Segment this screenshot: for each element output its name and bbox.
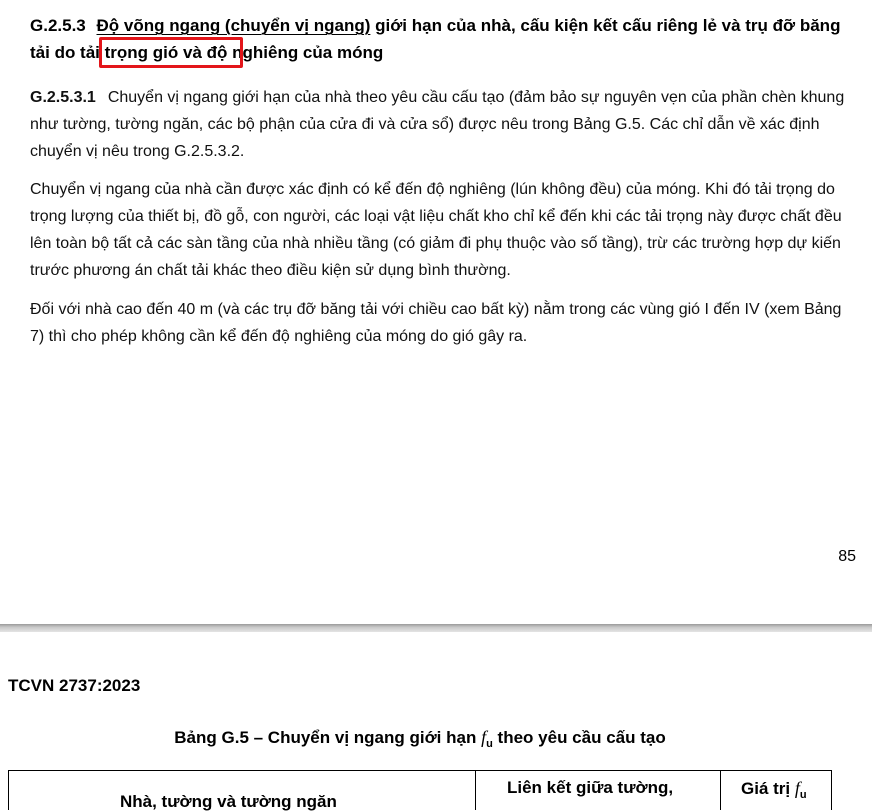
heading-text: giới hạn của nhà, cấu kiện kết cấu riêng lẻ và trụ đỡ băng tải bbox=[30, 16, 841, 62]
section-number: G.2.5.3 bbox=[30, 16, 86, 35]
table-title-subscript: u bbox=[486, 738, 493, 750]
table-header-value bbox=[741, 778, 807, 801]
paragraph-2: Chuyển vị ngang của nhà cần được xác định có kể đến độ nghiêng (lún không đều) của móng. Khi đó tải trọng do trọng lượng của thiết bị, đồ gỗ, con người, các loại vật liệu chất kho chỉ kể đến khi các tải trọng này được chất đều lên toàn bộ tất cả các sàn tầng của nhà nhiều tầng (có giảm đi phụ thuộc vào số tầng), trừ các trường hợp dự kiến trước phương án chất tải khác theo điều kiện sử dụng bình thường. bbox=[30, 181, 842, 279]
table-header-value-symbol: f bbox=[794, 778, 800, 798]
paragraph-1 bbox=[30, 84, 860, 165]
table-header-value-label: Giá trị bbox=[741, 779, 795, 798]
table-header-buildings: Nhà, tường và tường ngăn bbox=[120, 792, 337, 811]
standard-header: TCVN 2737:2023 bbox=[8, 676, 141, 695]
table-top-border bbox=[8, 770, 832, 771]
table-border-right bbox=[831, 770, 832, 810]
paragraph-3: Đối với nhà cao đến 40 m (và các trụ đỡ băng tải với chiều cao bất kỳ) nằm trong các vùng gió I đến IV (xem Bảng 7) thì cho phép không cần kể đến độ nghiêng của móng do gió gây ra. bbox=[30, 301, 842, 345]
table-column-divider bbox=[475, 770, 476, 810]
heading-highlighted-text: do tải trọng gió bbox=[54, 43, 179, 62]
page-number: 85 bbox=[838, 548, 856, 565]
page-separator bbox=[0, 624, 872, 632]
highlight-annotation-box bbox=[99, 37, 243, 68]
paragraph-number: G.2.5.3.1 bbox=[30, 89, 96, 106]
paragraph-1-text: Chuyển vị ngang giới hạn của nhà theo yêu cầu cấu tạo (đảm bảo sự nguyên vẹn của phần chèn khung như tường, tường ngăn, các bộ phận của cửa đi và cửa sổ) được nêu trong Bảng G.5. Các chỉ dẫn về xác định chuyển vị nêu trong G.2.5.3.2. bbox=[30, 89, 845, 160]
table-title-suffix: theo yêu cầu cấu tạo bbox=[492, 728, 666, 747]
table-border-left bbox=[8, 770, 9, 810]
document-page-86 bbox=[0, 632, 872, 811]
table-g5 bbox=[8, 770, 832, 810]
table-title-symbol: f bbox=[481, 727, 487, 747]
table-header-connection: Liên kết giữa tường, bbox=[507, 778, 674, 797]
heading-text-end: và độ nghiêng của móng bbox=[178, 43, 384, 62]
table-title bbox=[0, 727, 840, 750]
heading-underlined-text: Độ võng ngang (chuyển vị ngang) bbox=[96, 16, 371, 35]
table-title-prefix: Bảng G.5 – Chuyển vị ngang giới hạn bbox=[174, 728, 482, 747]
table-header-value-subscript: u bbox=[799, 789, 807, 801]
table-column-divider bbox=[720, 770, 721, 810]
